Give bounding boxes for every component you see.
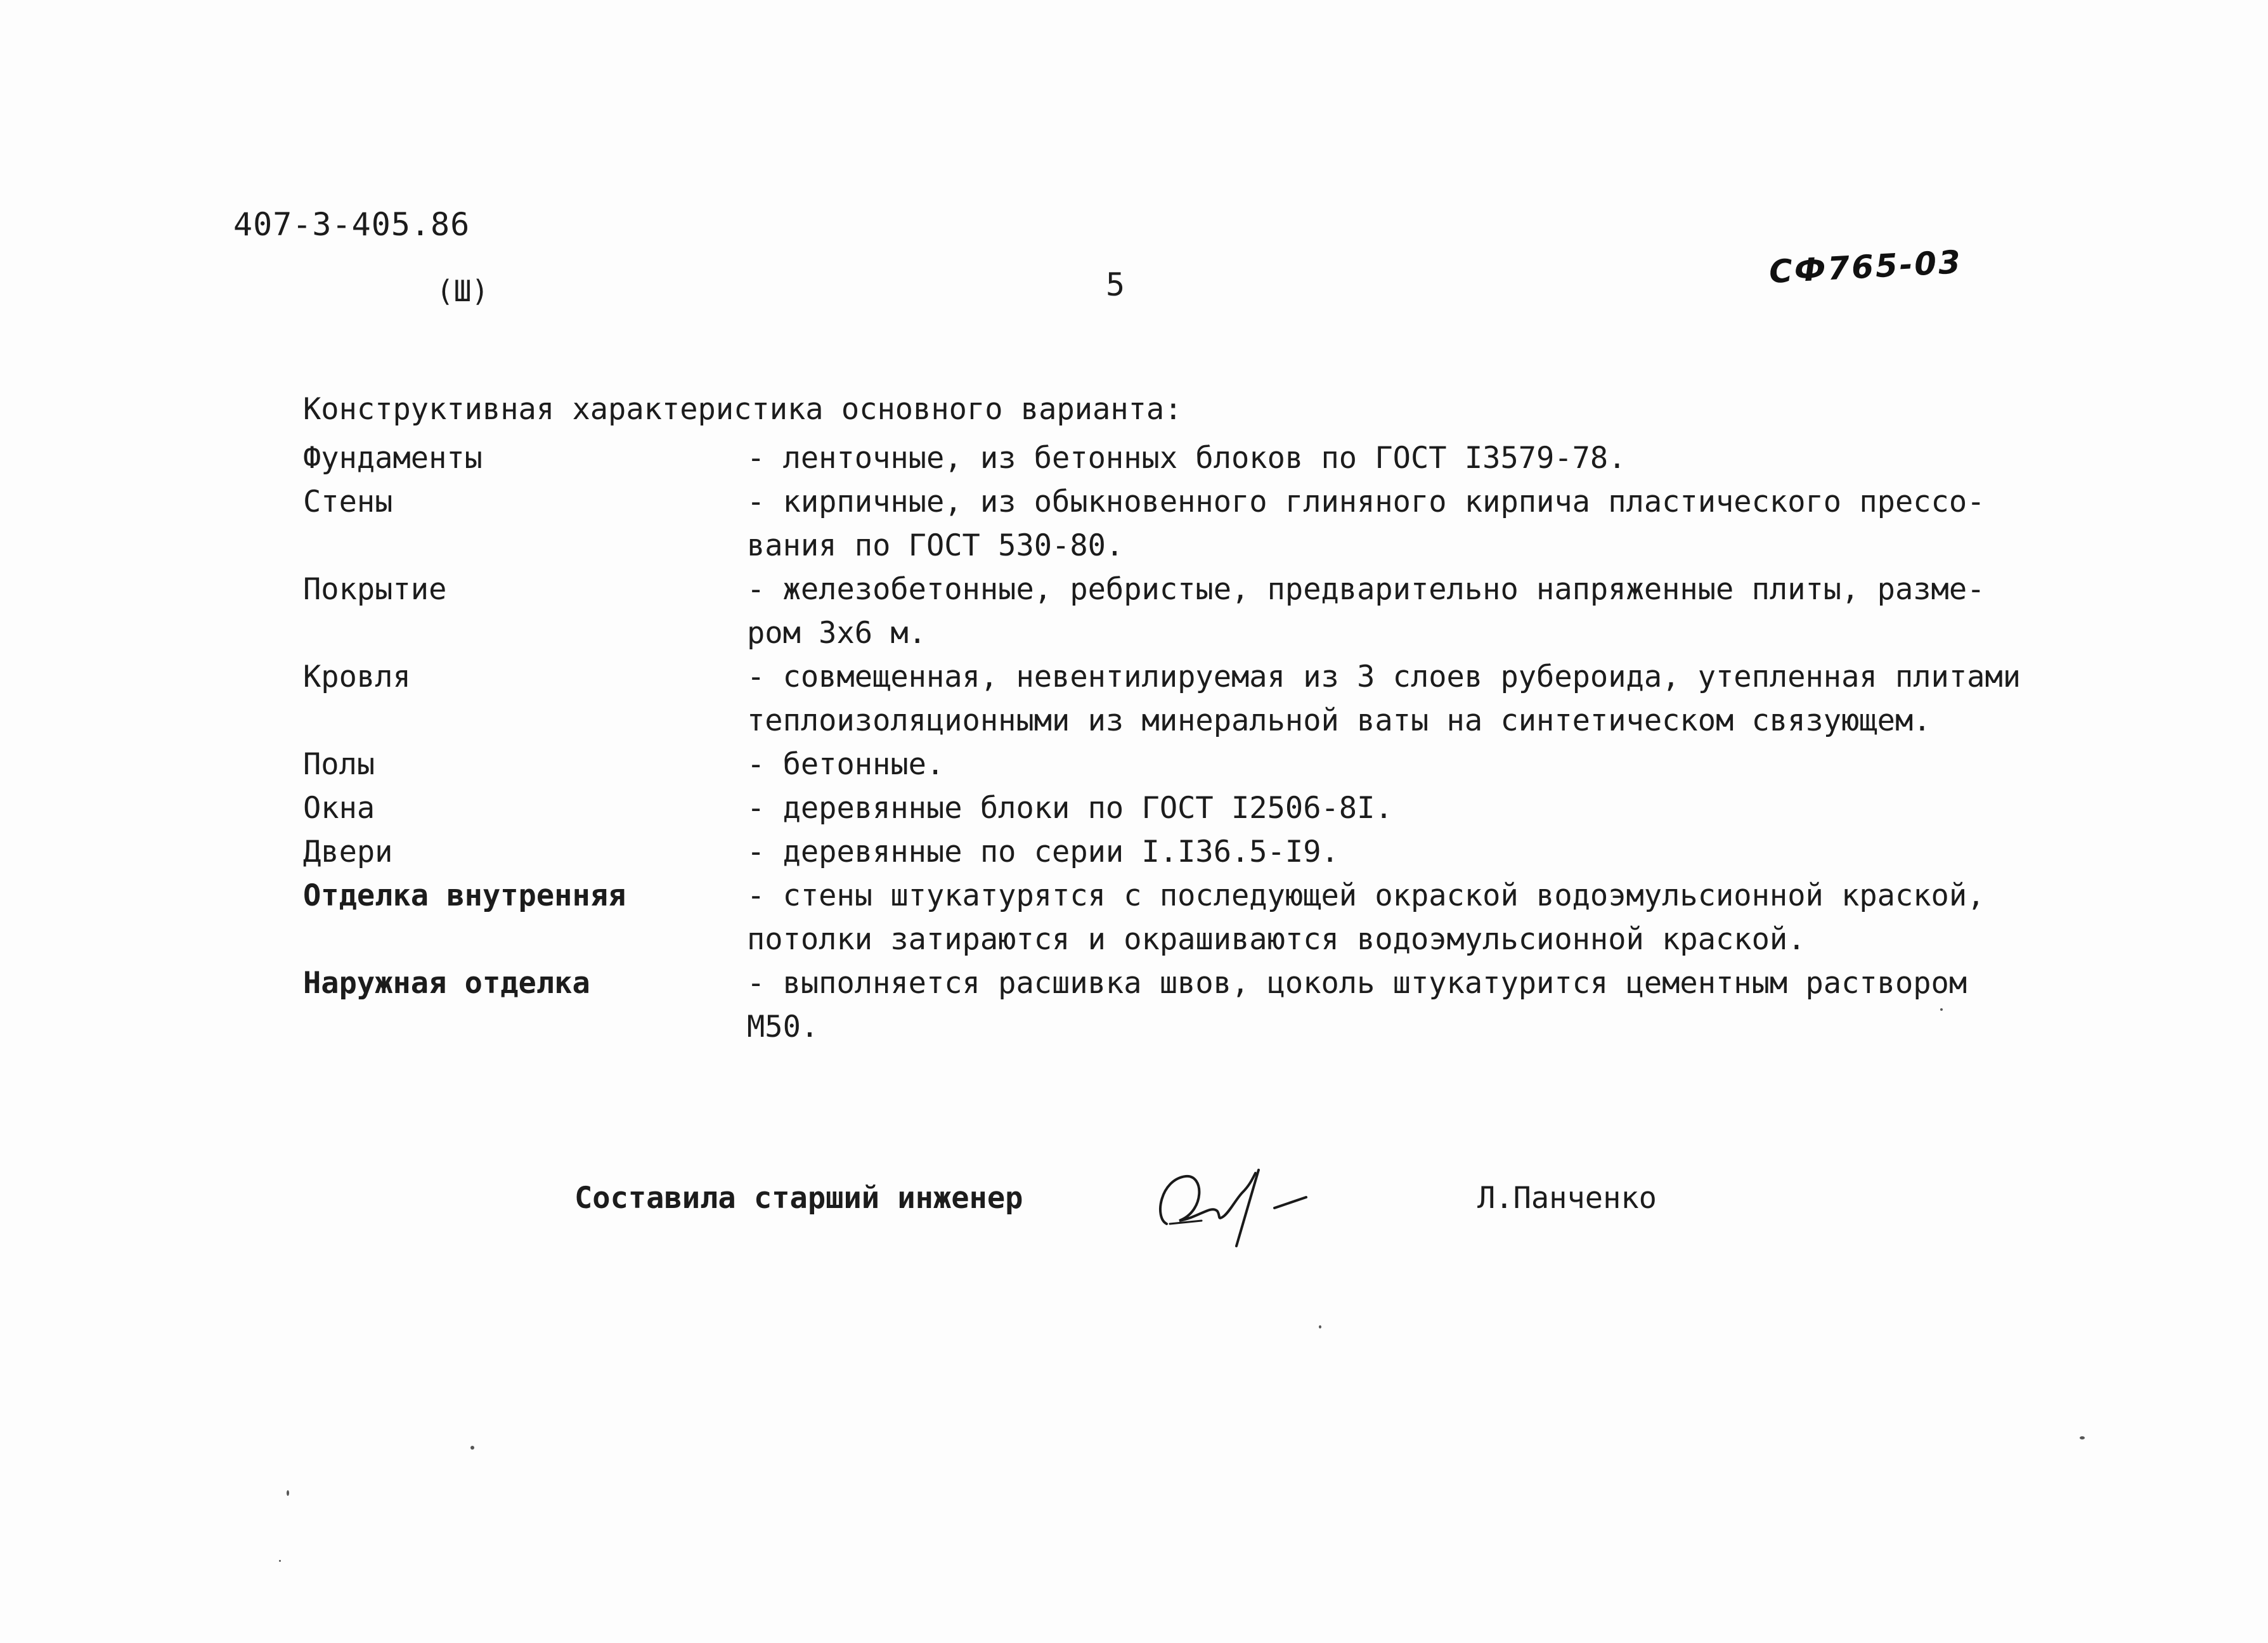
spec-row-doors xyxy=(303,830,2053,874)
spec-term: Наружная отделка xyxy=(303,966,590,1001)
spec-row-roof-slab xyxy=(303,568,2053,655)
spec-description: - кирпичные, из обыкновенного глиняного кирпича пластического прессо- вания по ГОСТ 530-80. xyxy=(747,484,1985,563)
spec-description: - деревянные по серии I.I36.5-I9. xyxy=(747,834,1339,869)
handwritten-stamp: СФ765-03 xyxy=(1768,244,1964,290)
spec-row-windows xyxy=(303,786,2053,830)
spec-term: Кровля xyxy=(303,659,411,694)
spec-term: Покрытие xyxy=(303,572,447,607)
spec-description: - стены штукатурятся с последующей окраской водоэмульсионной краской, потолки затираются и окрашиваются водоэмульсионной краской. xyxy=(747,878,1985,957)
spec-description: - бетонные. xyxy=(747,747,945,782)
spec-row-interior-finish xyxy=(303,874,2053,961)
scan-speck xyxy=(1940,1008,1943,1011)
scan-speck xyxy=(279,1560,281,1562)
spec-term: Фундаменты xyxy=(303,441,483,476)
spec-row-exterior-finish xyxy=(303,961,2053,1049)
document-code: 407-3-405.86 xyxy=(233,206,470,243)
spec-description: - выполняется расшивка швов, цоколь штукатурится цементным раствором М50. xyxy=(747,966,1967,1044)
scan-speck xyxy=(2080,1436,2085,1439)
section-mark: (Ш) xyxy=(436,274,489,308)
handwritten-signature xyxy=(1141,1141,1344,1256)
spec-term: Окна xyxy=(303,791,375,826)
spec-description: - совмещенная, невентилируемая из 3 слоев рубероида, утепленная плитами теплоизоляционными из минеральной ваты на синтетическом связующем. xyxy=(747,659,2021,738)
spec-term: Двери xyxy=(303,834,393,869)
spec-term: Полы xyxy=(303,747,375,782)
spec-description: - деревянные блоки по ГОСТ I2506-8I. xyxy=(747,791,1393,826)
spec-list xyxy=(303,436,2053,1049)
scan-speck xyxy=(470,1446,474,1450)
spec-heading: Конструктивная характеристика основного варианта: xyxy=(303,392,1183,427)
spec-term: Стены xyxy=(303,484,393,519)
spec-description: - железобетонные, ребристые, предварительно напряженные плиты, разме- ром 3х6 м. xyxy=(747,572,1985,651)
spec-row-walls xyxy=(303,480,2053,568)
page-number: 5 xyxy=(1106,266,1125,303)
spec-description: - ленточные, из бетонных блоков по ГОСТ I3579-78. xyxy=(747,441,1626,476)
spec-row-foundations xyxy=(303,436,2053,480)
scan-speck xyxy=(1319,1325,1321,1328)
scan-speck xyxy=(287,1490,289,1496)
spec-row-floors xyxy=(303,743,2053,786)
signer-name: Л.Панченко xyxy=(1477,1181,1657,1216)
spec-row-roofing xyxy=(303,655,2053,743)
signature-label: Составила старший инженер xyxy=(574,1181,1023,1216)
spec-term: Отделка внутренняя xyxy=(303,878,626,913)
